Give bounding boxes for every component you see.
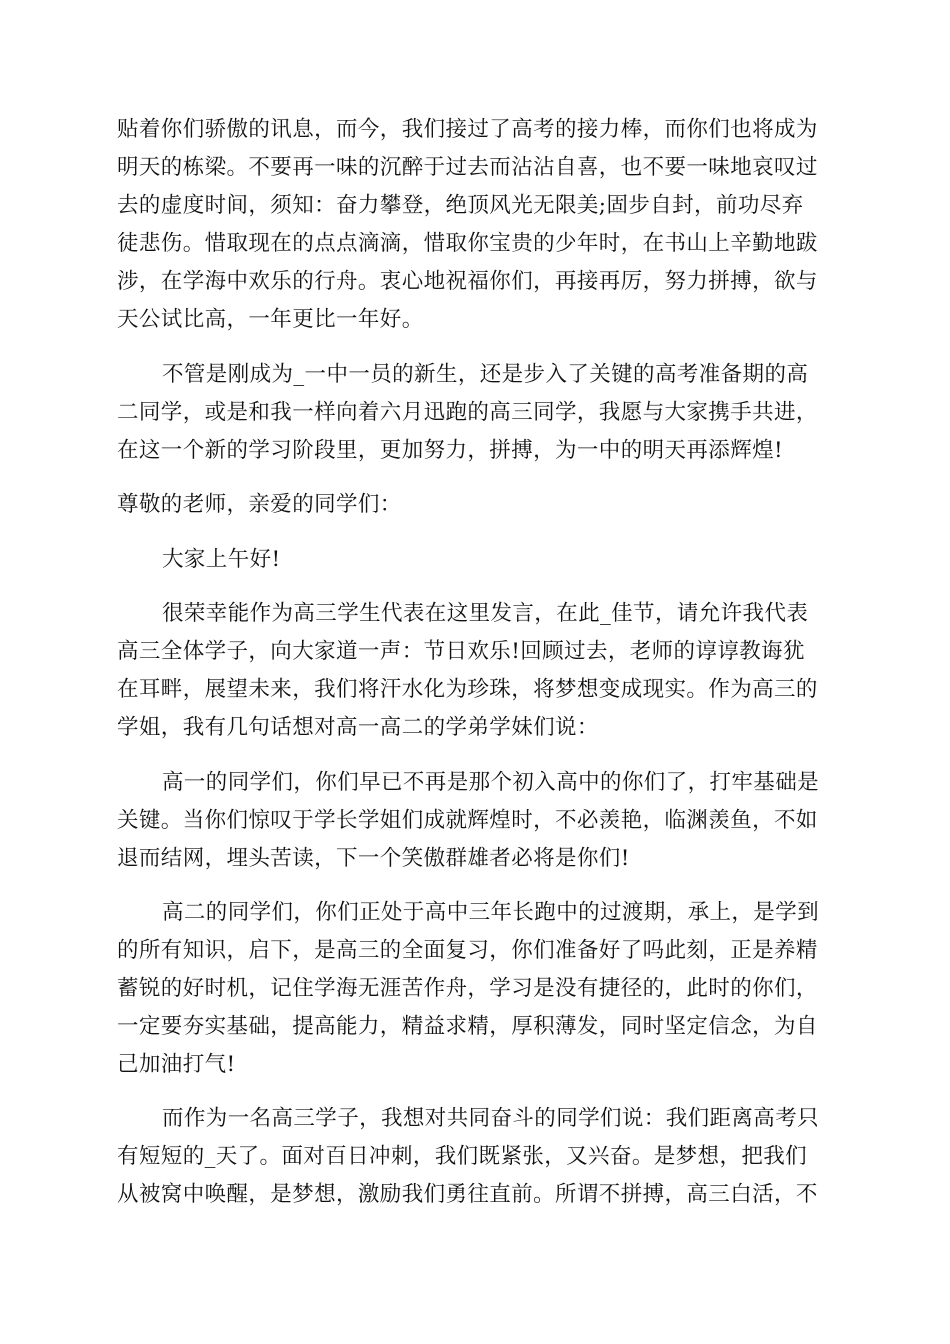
text-line: 在这一个新的学习阶段里，更加努力，拼搏，为一中的明天再添辉煌! [117, 438, 784, 463]
text-line: 有短短的_天了。面对百日冲刺，我们既紧张，又兴奋。是梦想，把我们 [117, 1144, 808, 1169]
text-line: 天公试比高，一年更比一年好。 [117, 307, 424, 332]
text-line: 在耳畔，展望未来，我们将汗水化为珍珠，将梦想变成现实。作为高三的 [117, 677, 818, 702]
text-line: 徒悲伤。惜取现在的点点滴滴，惜取你宝贵的少年时，在书山上辛勤地跋 [117, 231, 818, 256]
text-line: 蓄锐的好时机，记住学海无涯苦作舟，学习是没有捷径的，此时的你们， [117, 976, 818, 1001]
text-line: 贴着你们骄傲的讯息，而今，我们接过了高考的接力棒，而你们也将成为 [117, 117, 818, 142]
greeting: 大家上午好! [162, 547, 281, 572]
text-line: 而作为一名高三学子，我想对共同奋斗的同学们说：我们距离高考只 [162, 1106, 820, 1131]
salutation: 尊敬的老师，亲爱的同学们： [117, 492, 402, 517]
text-line: 高三全体学子，向大家道一声：节日欢乐!回顾过去，老师的谆谆教诲犹 [117, 639, 805, 664]
text-line: 去的虚度时间，须知：奋力攀登，绝顶风光无限美;固步自封，前功尽弃 [117, 193, 804, 218]
text-line: 二同学，或是和我一样向着六月迅跑的高三同学，我愿与大家携手共进， [117, 400, 818, 425]
text-line: 高一的同学们，你们早已不再是那个初入高中的你们了，打牢基础是 [162, 770, 820, 795]
text-line: 的所有知识，启下，是高三的全面复习，你们准备好了吗此刻，正是养精 [117, 938, 818, 963]
text-line: 很荣幸能作为高三学生代表在这里发言，在此_佳节，请允许我代表 [162, 601, 809, 626]
text-line: 关键。当你们惊叹于学长学姐们成就辉煌时，不必羡艳，临渊羡鱼，不如 [117, 808, 818, 833]
text-line: 己加油打气! [117, 1052, 236, 1077]
text-line: 一定要夯实基础，提高能力，精益求精，厚积薄发，同时坚定信念，为自 [117, 1014, 818, 1039]
text-line: 不管是刚成为_一中一员的新生，还是步入了关键的高考准备期的高 [162, 362, 809, 387]
text-line: 学姐，我有几句话想对高一高二的学弟学妹们说： [117, 715, 599, 740]
text-line: 高二的同学们，你们正处于高中三年长跑中的过渡期，承上，是学到 [162, 900, 820, 925]
text-line: 明天的栋梁。不要再一味的沉醉于过去而沾沾自喜，也不要一味地哀叹过 [117, 155, 818, 180]
text-line: 退而结网，埋头苦读，下一个笑傲群雄者必将是你们! [117, 846, 630, 871]
text-line: 涉，在学海中欢乐的行舟。衷心地祝福你们，再接再厉，努力拼搏，欲与 [117, 269, 818, 294]
text-line: 从被窝中唤醒，是梦想，激励我们勇往直前。所谓不拼搏，高三白活，不 [117, 1182, 818, 1207]
